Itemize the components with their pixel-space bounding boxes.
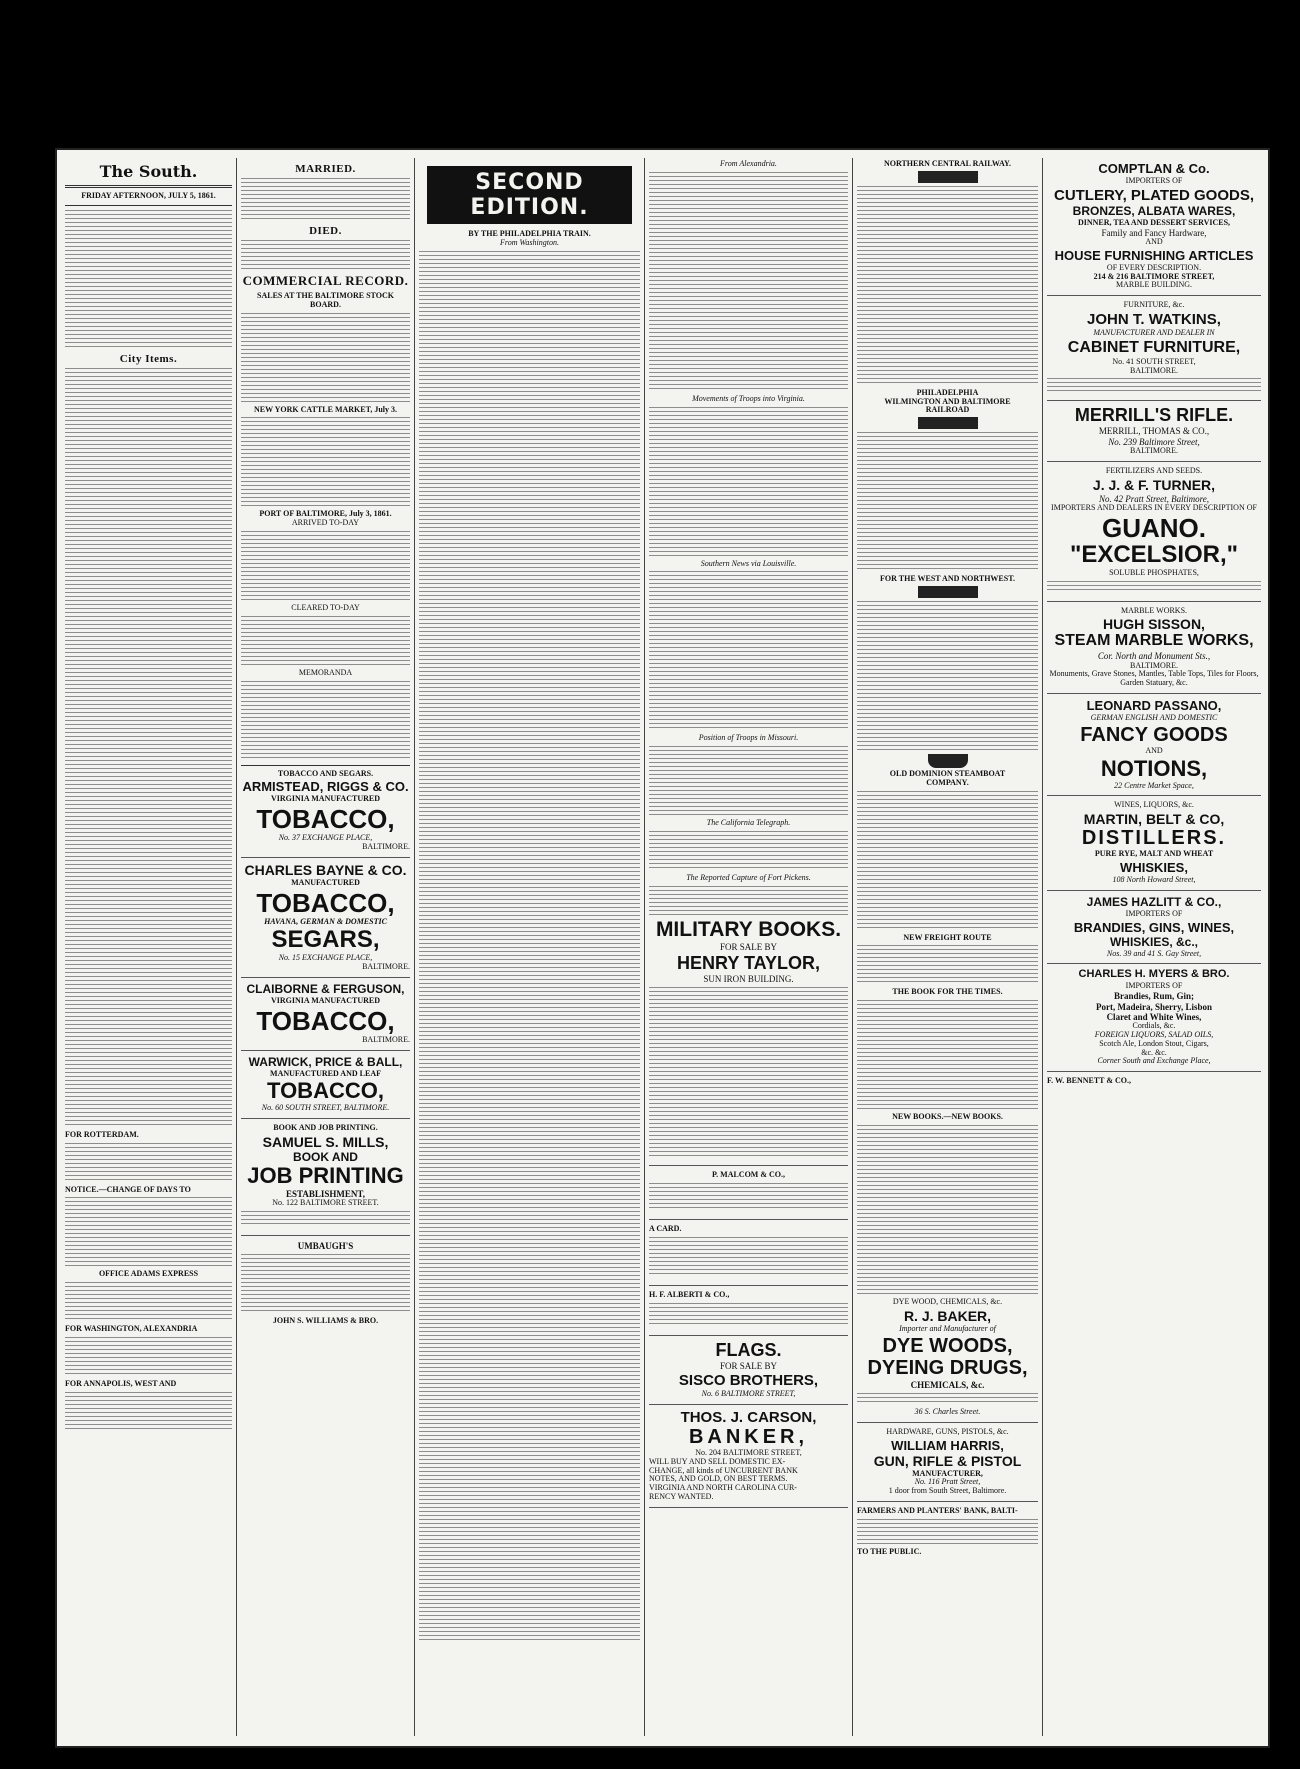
ad-line: 22 Centre Market Space, (1114, 780, 1194, 790)
text-block (65, 1392, 232, 1432)
ad-title: JOHN S. WILLIAMS & BRO. (272, 1316, 379, 1326)
ad-line: BALTIMORE. (362, 962, 410, 972)
ad-line: FOR SALE BY (719, 941, 777, 952)
ad-line: Corner South and Exchange Place, (1097, 1056, 1211, 1066)
text-block (649, 1303, 848, 1327)
ad-line: Importer and Manufacturer of (899, 1323, 996, 1333)
text-block (649, 571, 848, 731)
ad-line: WILL BUY AND SELL DOMESTIC EX- (649, 1456, 786, 1466)
ad-armistead (241, 780, 410, 857)
ad-title: CLAIBORNE & FERGUSON, (246, 981, 405, 996)
ad-line: CHEMICALS, &c. (910, 1379, 985, 1390)
ad-baker (857, 1309, 1038, 1423)
subheading: From Washington. (500, 237, 559, 247)
ad-merrill (1047, 406, 1261, 461)
ad-line: GERMAN ENGLISH AND DOMESTIC (1090, 713, 1218, 723)
ad-line: 1 door from South Street, Baltimore. (888, 1486, 1007, 1496)
subheading: CLEARED TO-DAY (291, 602, 360, 612)
ad-carson (649, 1410, 848, 1508)
ad-line: VIRGINIA AND NORTH CAROLINA CUR- (649, 1483, 797, 1493)
subheading: MEMORANDA (298, 667, 353, 677)
ad-title: DISTILLERS. (1081, 827, 1227, 850)
ad-military-books (649, 919, 848, 1167)
ad-line: No. 42 Pratt Street, Baltimore, (1098, 493, 1210, 504)
ad-line: Nos. 39 and 41 S. Gay Street, (1106, 948, 1202, 958)
ad-line: 36 S. Charles Street. (914, 1406, 981, 1416)
train-icon (918, 171, 978, 183)
ad-title: WILMINGTON AND BALTIMORE (884, 396, 1011, 406)
newspaper-page (55, 148, 1270, 1748)
text-block (649, 987, 848, 1157)
ad-line: MANUFACTURED AND LEAF (270, 1068, 381, 1078)
text-block (857, 1000, 1038, 1110)
text-block (419, 251, 640, 1641)
ad-title: BRANDIES, GINS, WINES, (1073, 919, 1235, 935)
ad-line: Family and Fancy Hardware, (1101, 227, 1207, 238)
ad-title: F. W. BENNETT & CO., (1047, 1076, 1132, 1086)
ad-line: MANUFACTURER, (912, 1468, 983, 1478)
text-block (857, 1393, 1038, 1405)
ad-title: THE BOOK FOR THE TIMES. (892, 987, 1003, 997)
ad-line: MANUFACTURER AND DEALER IN (1093, 327, 1215, 337)
ad-line: Scotch Ale, London Stout, Cigars, (1099, 1038, 1209, 1048)
ad-line: NOTES, AND GOLD, ON BEST TERMS. (649, 1474, 788, 1484)
text-block (241, 417, 410, 507)
ad-title: WHISKIES, (1120, 860, 1188, 876)
column-6 (1043, 158, 1265, 1736)
divider (65, 185, 232, 188)
ad-title: SISCO BROTHERS, (678, 1372, 819, 1390)
ad-hazlitt (1047, 896, 1261, 965)
subheading: NEW YORK CATTLE MARKET, July 3. (253, 404, 398, 414)
section-heading: FURNITURE, &c. (1123, 300, 1185, 310)
ad-line: VIRGINIA MANUFACTURED (271, 995, 380, 1005)
subheading: Position of Troops in Missouri. (698, 733, 799, 743)
ad-line: VIRGINIA MANUFACTURED (271, 794, 380, 804)
train-icon (918, 586, 978, 598)
section-heading: DYE WOOD, CHEMICALS, &c. (892, 1296, 1003, 1306)
ad-title: DYE WOODS, (882, 1334, 1013, 1357)
ad-line: Cor. North and Monument Sts., (1097, 651, 1211, 662)
masthead: The South. (99, 162, 198, 181)
ad-title: RAILROAD (925, 405, 970, 415)
ad-title: PHILADELPHIA (916, 387, 979, 397)
subheading: From Alexandria. (720, 159, 777, 168)
ad-watkins (1047, 312, 1261, 401)
ad-line: Monuments, Grave Stones, Mantles, Table Tops, Tiles for Floors, Garden Statuary, &c. (1049, 669, 1259, 688)
ad-title: J. J. & F. TURNER, (1092, 476, 1216, 493)
column-3 (415, 158, 645, 1736)
ad-title: BANKER, (688, 1426, 809, 1448)
section-heading: COMMERCIAL RECORD. (242, 273, 409, 288)
ad-title: THOS. J. CARSON, (680, 1409, 817, 1426)
text-block (65, 1197, 232, 1267)
byline: BY THE PHILADELPHIA TRAIN. (468, 229, 591, 238)
ad-title: GUN, RIFLE & PISTOL (873, 1452, 1022, 1469)
column-4 (645, 158, 853, 1736)
ad-title: GUANO. (1102, 512, 1206, 543)
ad-line: Claret and White Wines, (1106, 1011, 1202, 1022)
notice-heading: FOR WASHINGTON, ALEXANDRIA (65, 1324, 198, 1334)
subheading: Southern News via Louisville. (700, 558, 797, 568)
column-2 (237, 158, 415, 1736)
divider (241, 765, 410, 766)
text-block (857, 601, 1038, 751)
ad-line: MARBLE BUILDING. (1116, 280, 1192, 290)
section-heading: DIED. (309, 225, 342, 237)
ad-title: TOBACCO, (267, 1078, 384, 1104)
ad-title: HUGH SISSON, (1103, 616, 1205, 633)
ad-title: FANCY GOODS (1080, 723, 1228, 746)
divider (65, 205, 232, 206)
ad-title: "EXCELSIOR," (1069, 540, 1239, 568)
ad-alberti (649, 1291, 848, 1336)
section-heading: MARBLE WORKS. (1120, 605, 1188, 615)
ad-title: LEONARD PASSANO, (1086, 698, 1222, 714)
ad-title: NORTHERN CENTRAL RAILWAY. (883, 159, 1012, 168)
ad-comptlan (1047, 162, 1261, 296)
ad-title: UMBAUGH'S (297, 1241, 354, 1252)
ad-title: JOB PRINTING (247, 1162, 404, 1188)
ad-title: TO THE PUBLIC. (857, 1546, 922, 1556)
ad-line: BALTIMORE. (362, 841, 410, 851)
text-block (649, 746, 848, 816)
ad-title: FLAGS. (715, 1339, 782, 1360)
ad-title: HENRY TAYLOR, (676, 953, 821, 974)
ad-title: NEW BOOKS.—NEW BOOKS. (892, 1112, 1003, 1122)
ad-title: OLD DOMINION STEAMBOAT (889, 768, 1006, 778)
ad-title: ARMISTEAD, RIGGS & CO. (242, 779, 409, 795)
text-block (857, 791, 1038, 931)
ad-card (649, 1225, 848, 1286)
ad-line: No. 204 BALTIMORE STREET, (695, 1448, 802, 1457)
ad-title: CHARLES H. MYERS & BRO. (1078, 968, 1230, 981)
text-block (649, 831, 848, 871)
ad-line: AND (1145, 236, 1163, 246)
ad-title: H. F. ALBERTI & CO., (649, 1290, 730, 1300)
text-block (857, 186, 1038, 386)
ad-title: TOBACCO, (256, 1005, 395, 1036)
ad-malcom (649, 1171, 848, 1220)
ad-line: SOLUBLE PHOSPHATES, (1109, 567, 1199, 577)
section-heading: TOBACCO AND SEGARS. (277, 768, 374, 778)
ad-line: MERRILL, THOMAS & CO., (1098, 426, 1210, 437)
ad-harris (857, 1439, 1038, 1502)
ad-title: FARMERS AND PLANTERS' BANK, BALTI- (857, 1505, 1018, 1515)
ad-mills (241, 1135, 410, 1236)
subheading: Movements of Troops into Virginia. (692, 393, 805, 403)
ad-martin (1047, 812, 1261, 891)
text-block (1047, 378, 1261, 392)
text-block (857, 1519, 1038, 1545)
ad-title: SEGARS, (271, 926, 380, 954)
subheading: ARRIVED TO-DAY (291, 518, 360, 528)
ad-line: No. 6 BALTIMORE STREET, (701, 1389, 796, 1399)
ad-title: FOR THE WEST AND NORTHWEST. (880, 574, 1015, 584)
ad-line: MANUFACTURED (291, 877, 360, 887)
text-block (241, 313, 410, 403)
ad-title: MERRILL'S RIFLE. (1074, 405, 1234, 426)
section-heading: HARDWARE, GUNS, PISTOLS, &c. (886, 1426, 1009, 1436)
ad-line: No. 239 Baltimore Street, (1108, 436, 1200, 447)
ad-line: FOREIGN LIQUORS, SALAD OILS, (1094, 1030, 1214, 1040)
ad-passano (1047, 699, 1261, 796)
text-block (649, 1183, 848, 1211)
ad-line: No. 41 SOUTH STREET, (1112, 356, 1196, 366)
text-block (857, 1125, 1038, 1295)
text-block (241, 1254, 410, 1314)
ad-line: BOOK AND (293, 1149, 358, 1164)
text-block (1047, 581, 1261, 593)
ad-line: BALTIMORE. (1130, 365, 1178, 375)
ad-title: SAMUEL S. MILLS, (262, 1133, 389, 1150)
text-block (857, 945, 1038, 985)
train-icon (918, 417, 978, 429)
ad-title: WILLIAM HARRIS, (891, 1437, 1004, 1453)
text-block (241, 681, 410, 761)
text-block (649, 172, 848, 392)
ad-line: CHANGE, all kinds of UNCURRENT BANK (649, 1465, 798, 1475)
ad-title: TOBACCO, (256, 804, 395, 835)
section-heading: BOOK AND JOB PRINTING. (273, 1123, 378, 1133)
ad-title: CHARLES BAYNE & CO. (244, 861, 407, 878)
ad-title: R. J. BAKER, (903, 1307, 992, 1324)
ad-line: No. 116 Pratt Street, (914, 1477, 981, 1487)
ad-line: RENCY WANTED. (649, 1491, 714, 1501)
ad-line: DINNER, TEA AND DESSERT SERVICES, (1077, 217, 1231, 227)
ad-line: No. 37 EXCHANGE PLACE, (278, 833, 373, 843)
second-edition-banner: SECOND EDITION. (427, 166, 632, 224)
ad-title: JOHN T. WATKINS, (1087, 310, 1221, 328)
ad-line: BALTIMORE. (1130, 660, 1178, 670)
ad-claiborne (241, 983, 410, 1051)
text-block (241, 178, 410, 222)
dateline: FRIDAY AFTERNOON, JULY 5, 1861. (81, 191, 216, 200)
ad-line: SUN IRON BUILDING. (703, 974, 794, 985)
text-block (65, 1337, 232, 1377)
ad-line: Cordials, &c. (1132, 1021, 1176, 1031)
ad-line: IMPORTERS AND DEALERS IN EVERY DESCRIPTION OF (1051, 502, 1257, 512)
subheading: The Reported Capture of Fort Pickens. (686, 872, 811, 882)
ad-title: WARWICK, PRICE & BALL, (248, 1054, 403, 1069)
ad-title: NEW FREIGHT ROUTE (903, 932, 992, 942)
ad-title: TOBACCO, (256, 887, 395, 918)
notice-heading: OFFICE ADAMS EXPRESS (98, 1269, 199, 1279)
column-1 (61, 158, 237, 1736)
section-heading: FERTILIZERS AND SEEDS. (1105, 465, 1203, 475)
ad-title: CABINET FURNITURE, (1067, 338, 1241, 356)
ad-title: COMPTLAN & Co. (1098, 161, 1210, 176)
ad-line: &c. &c. (1141, 1047, 1167, 1057)
ad-line: HAVANA, GERMAN & DOMESTIC (264, 916, 387, 926)
ad-myers (1047, 969, 1261, 1072)
notice-heading: FOR ANNAPOLIS, WEST AND (65, 1378, 177, 1388)
ad-line: IMPORTERS OF (1125, 176, 1183, 185)
ad-warwick (241, 1056, 410, 1120)
ad-title: JAMES HAZLITT & CO., (1086, 894, 1222, 909)
ad-line: OF EVERY DESCRIPTION. (1106, 262, 1202, 272)
steamboat-icon (928, 754, 968, 768)
ad-title: NOTIONS, (1100, 755, 1208, 781)
text-block (65, 1143, 232, 1183)
ad-title: HOUSE FURNISHING ARTICLES (1054, 247, 1254, 263)
ad-line: 214 & 216 BALTIMORE STREET, (1093, 271, 1215, 281)
ad-turner (1047, 478, 1261, 602)
ad-line: FOR SALE BY (719, 1360, 777, 1371)
ad-sisson (1047, 617, 1261, 694)
text-block (649, 886, 848, 916)
ad-title: P. MALCOM & CO., (711, 1170, 786, 1180)
ad-line: BALTIMORE. (1130, 446, 1178, 455)
ad-line: No. 122 BALTIMORE STREET. (272, 1198, 379, 1208)
subheading: SALES AT THE BALTIMORE STOCK BOARD. (257, 291, 394, 309)
ad-title: MILITARY BOOKS. (655, 917, 842, 941)
ad-line: PURE RYE, MALT AND WHEAT (1094, 849, 1214, 859)
text-block (65, 1282, 232, 1322)
ad-bayne (241, 863, 410, 978)
ad-title: BRONZES, ALBATA WARES, (1072, 203, 1236, 218)
ad-title: WHISKIES, &c., (1109, 934, 1198, 949)
text-block (241, 531, 410, 601)
subheading: The California Telegraph. (706, 818, 791, 828)
section-heading: WINES, LIQUORS, &c. (1114, 800, 1194, 810)
ad-flags (649, 1341, 848, 1405)
text-block (65, 210, 232, 350)
notice-heading: NOTICE.—CHANGE OF DAYS TO (65, 1184, 191, 1194)
text-block (649, 1237, 848, 1277)
ad-title: CUTLERY, PLATED GOODS, (1053, 186, 1254, 204)
ad-line: AND (1145, 745, 1163, 755)
text-block (241, 240, 410, 270)
ad-line: IMPORTERS OF (1125, 981, 1183, 991)
ad-line: Brandies, Rum, Gin; (1113, 991, 1194, 1002)
section-heading: City Items. (119, 352, 178, 365)
text-block (65, 368, 232, 1128)
text-block (241, 616, 410, 666)
text-block (241, 1211, 410, 1227)
ad-title: STEAM MARBLE WORKS, (1054, 632, 1254, 650)
ad-line: BALTIMORE. (362, 1034, 410, 1044)
ad-title: MARTIN, BELT & CO, (1083, 811, 1225, 828)
ad-line: Port, Madeira, Sherry, Lisbon (1096, 1001, 1212, 1012)
ad-line: No. 60 SOUTH STREET, BALTIMORE. (261, 1103, 390, 1113)
text-block (857, 432, 1038, 572)
ad-title: COMPANY. (926, 777, 969, 787)
text-block (649, 407, 848, 557)
ad-line: IMPORTERS OF (1125, 908, 1183, 918)
section-heading: MARRIED. (295, 163, 356, 175)
ad-line: No. 15 EXCHANGE PLACE, (278, 953, 373, 963)
ad-line: ESTABLISHMENT, (286, 1188, 365, 1199)
notice-heading: FOR ROTTERDAM. (65, 1129, 139, 1139)
ad-title: A CARD. (649, 1224, 682, 1234)
subheading: PORT OF BALTIMORE, July 3, 1861. (259, 509, 392, 519)
ad-line: 108 North Howard Street, (1112, 875, 1196, 885)
ad-title: DYEING DRUGS, (867, 1356, 1028, 1379)
column-5 (853, 158, 1043, 1736)
